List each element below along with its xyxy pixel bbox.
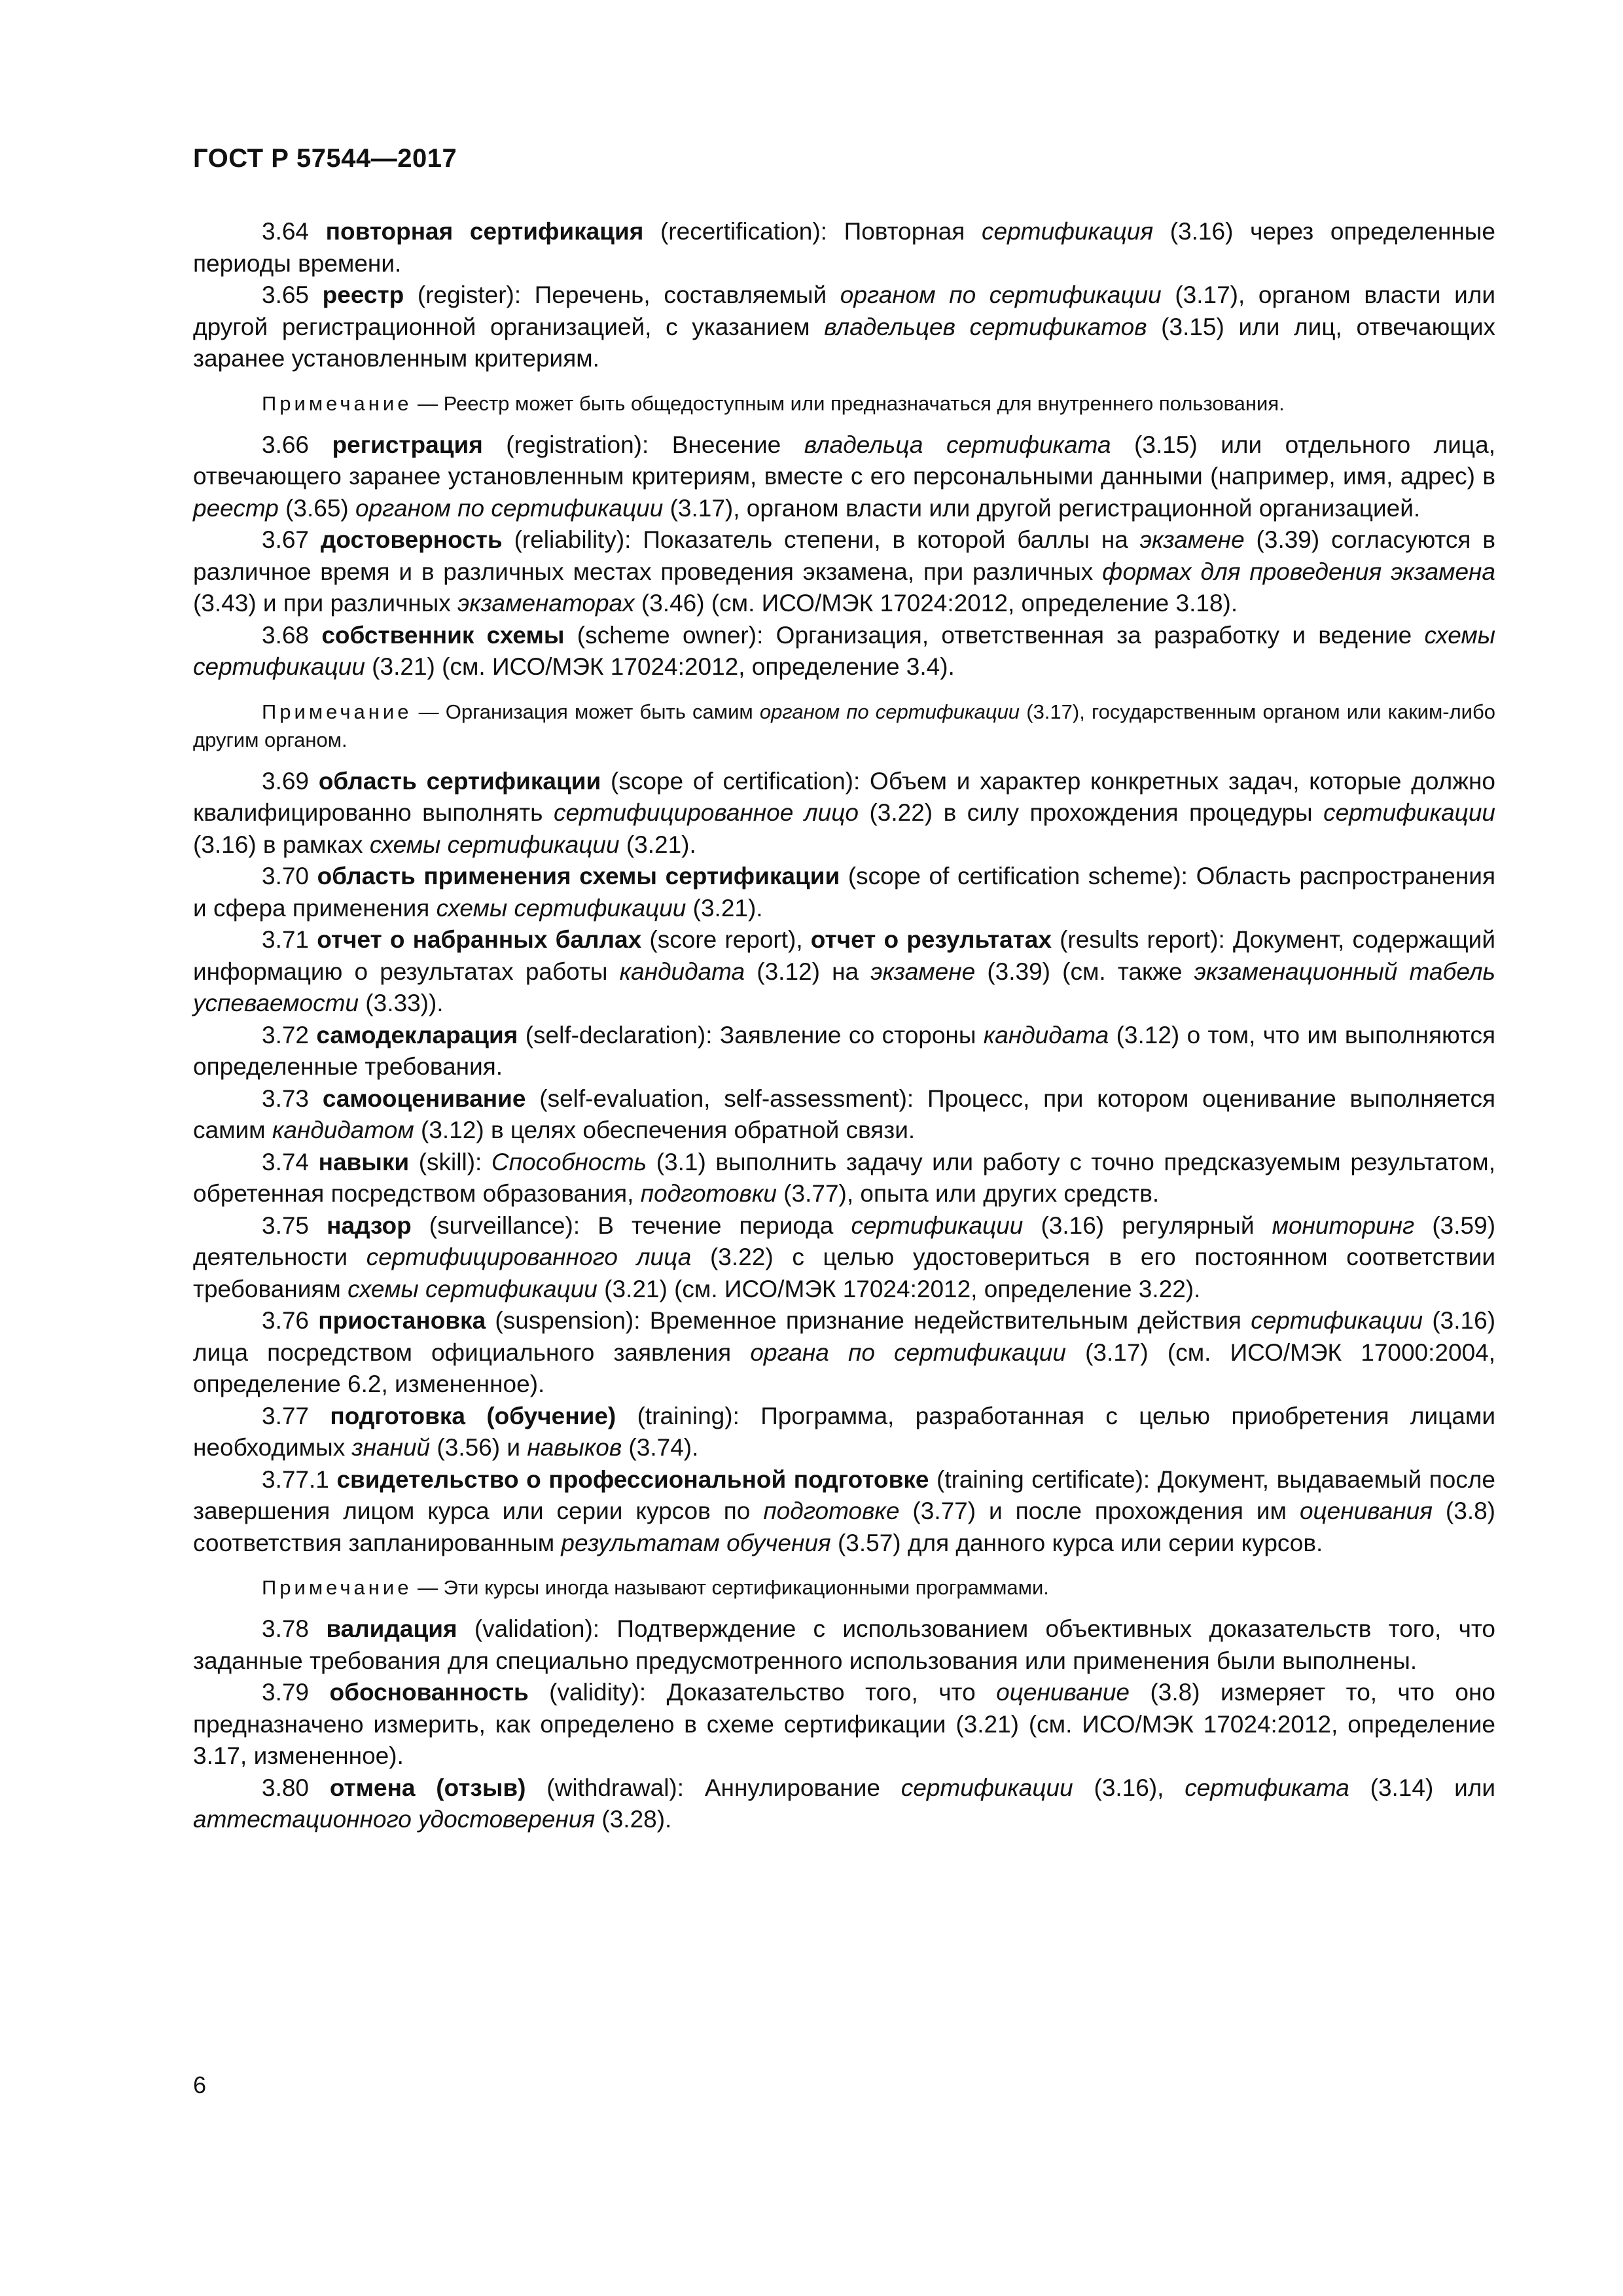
cross-reference: сертифицированного лица: [366, 1244, 692, 1270]
note-1: [193, 389, 1495, 418]
cross-reference: кандидата: [619, 958, 745, 985]
cross-reference: органом по сертификации: [355, 494, 664, 522]
definition-text: (withdrawal): Аннулирование: [526, 1774, 901, 1801]
cross-reference: схемы сертификации: [436, 894, 687, 922]
cross-reference: экзамене: [870, 958, 976, 985]
definition-text: (3.56) и: [430, 1434, 527, 1461]
definition-text: (3.12) на: [745, 958, 871, 985]
entry-number: 3.69: [262, 767, 319, 795]
definition-text: (register): Перечень, составляемый: [404, 281, 840, 308]
definition-text: (3.16) регулярный: [1023, 1211, 1272, 1239]
cross-reference: владельца сертификата: [804, 431, 1111, 458]
document-header: ГОСТ Р 57544—2017: [193, 144, 457, 173]
definition-text: (3.65): [278, 494, 356, 522]
cross-reference: сертификация: [982, 218, 1154, 245]
definition-text: (3.28).: [595, 1806, 672, 1833]
definition-text: (3.17), органом власти или другой регистрационной организацией, с указанием: [193, 281, 1495, 340]
entry-3-77-1: [193, 1464, 1495, 1560]
definition-text: (3.14) или: [1349, 1774, 1496, 1801]
cross-reference: схемы сертификации: [348, 1275, 597, 1302]
entry-number: 3.80: [262, 1774, 330, 1801]
cross-reference: схемы сертификации: [193, 621, 1495, 680]
cross-reference: подготовки: [640, 1180, 777, 1207]
cross-reference: сертификации: [1323, 799, 1495, 826]
term: повторная сертификация: [325, 218, 644, 245]
definition-text: (validation): Подтверждение с использованием объективных доказательств того, что заданные требования для специально предусмотренного использования или применения были выполнены.: [193, 1615, 1496, 1674]
definition-text: (validity): Доказательство того, что: [528, 1679, 997, 1706]
definition-text: (3.39) (см. также: [975, 958, 1194, 985]
term: отмена (отзыв): [329, 1774, 526, 1801]
term: обоснованность: [329, 1679, 529, 1706]
definition-text: (3.22) с целью удостовериться в его постоянном соответствии требованиям: [193, 1244, 1496, 1302]
definition-text: (skill):: [409, 1148, 491, 1175]
note-text: Организация может быть самим: [445, 700, 760, 723]
definition-text: (training): Программа, разработанная с целью приобретения лицами необходимых: [193, 1402, 1496, 1461]
definition-text: (3.8) соответствия запланированным: [193, 1498, 1495, 1556]
entry-number: 3.77: [262, 1402, 330, 1429]
cross-reference: органом по сертификации: [759, 700, 1020, 723]
entry-3-72: [193, 1020, 1495, 1083]
definition-text: (3.33)).: [359, 990, 444, 1016]
definition-text: (3.8) измеряет то, что оно предназначено измерить, как определено в схеме сертификации (3.21) (см. ИСО/МЭК 17024:2012, определение 3.17, измененное).: [193, 1679, 1496, 1769]
cross-reference: формах для проведения экзамена: [1102, 558, 1495, 585]
entry-number: 3.72: [262, 1021, 317, 1049]
term: валидация: [326, 1615, 457, 1642]
term: область сертификации: [318, 767, 601, 795]
definition-text: (3.12) о том, что им выполняются определенные требования.: [193, 1021, 1495, 1080]
cross-reference: сертификата: [1185, 1774, 1349, 1801]
definition-text: (3.77), опыта или других средств.: [776, 1180, 1160, 1207]
entry-3-74: [193, 1147, 1495, 1210]
cross-reference: органом по сертификации: [840, 281, 1162, 308]
definition-text: (3.12) в целях обеспечения обратной связи.: [414, 1117, 916, 1143]
cross-reference: сертификации: [851, 1211, 1024, 1239]
entry-number: 3.67: [262, 526, 321, 553]
term: самооценивание: [322, 1085, 526, 1112]
definition-text: (3.21) (см. ИСО/МЭК 17024:2012, определение 3.4).: [365, 653, 955, 680]
term: подготовка (обучение): [330, 1402, 616, 1429]
entry-number: 3.76: [262, 1307, 319, 1334]
entry-3-71: [193, 924, 1495, 1020]
definition-text: (3.17) (см. ИСО/МЭК 17000:2004, определение 6.2, измененное).: [193, 1338, 1496, 1397]
entry-3-66: [193, 429, 1495, 525]
definition-text: (3.15) или лиц, отвечающих заранее установленным критериям.: [193, 313, 1495, 372]
term: собственник схемы: [321, 621, 565, 649]
entry-3-78: [193, 1613, 1495, 1677]
term: область применения схемы сертификации: [317, 863, 840, 889]
cross-reference: сертифицированное лицо: [553, 799, 859, 826]
note-text: Эти курсы иногда называют сертификационными программами.: [443, 1576, 1049, 1599]
definition-text: (scope of certification scheme): Область распространения и сфера применения: [193, 863, 1495, 922]
note-text: (3.17), государственным органом или каким-либо другим органом.: [193, 700, 1495, 751]
term: достоверность: [320, 526, 503, 553]
note-label: Примечание: [262, 1576, 412, 1599]
definition-text: (3.46) (см. ИСО/МЭК 17024:2012, определение 3.18).: [634, 590, 1238, 617]
cross-reference: кандидатом: [272, 1117, 414, 1143]
term: свидетельство о профессиональной подготовке: [336, 1465, 929, 1493]
definition-text: (self-declaration): Заявление со стороны: [518, 1021, 984, 1049]
note-text: Реестр может быть общедоступным или предназначаться для внутреннего пользования.: [443, 391, 1285, 415]
note-dash: —: [412, 1576, 444, 1599]
cross-reference: сертификации: [901, 1774, 1073, 1801]
page-number: 6: [193, 2072, 207, 2098]
entry-number: 3.73: [262, 1085, 323, 1112]
cross-reference: реестр: [193, 494, 279, 522]
term: навыки: [318, 1148, 410, 1175]
definition-text: (3.16) через определенные периоды времени.: [193, 218, 1495, 277]
definition-text: (3.16) в рамках: [193, 831, 370, 858]
definition-text: (3.16),: [1073, 1774, 1185, 1801]
entry-3-64: [193, 216, 1495, 279]
term: приостановка: [318, 1307, 486, 1334]
cross-reference: экзаменаторах: [457, 590, 635, 617]
definition-text: (registration): Внесение: [482, 431, 804, 458]
note-3: [193, 1573, 1495, 1602]
note-label: Примечание: [262, 700, 412, 723]
note-2: [193, 698, 1495, 754]
entry-number: 3.71: [262, 926, 317, 953]
definition-text: (3.1) выполнить задачу или работу с точно предсказуемым результатом, обретенная посредством образования,: [193, 1148, 1495, 1207]
note-dash: —: [412, 391, 444, 415]
cross-reference: результатам обучения: [561, 1529, 831, 1556]
cross-reference: оценивания: [1299, 1498, 1433, 1524]
cross-reference: навыков: [527, 1434, 622, 1461]
entry-3-70: [193, 861, 1495, 924]
cross-reference: схемы сертификации: [369, 831, 620, 858]
cross-reference: оценивание: [996, 1679, 1130, 1706]
definition-text: (suspension): Временное признание недействительным действия: [486, 1307, 1251, 1334]
cross-reference: Способность: [491, 1148, 647, 1175]
definition-text: (self-evaluation, self-assessment): Процесс, при котором оценивание выполняется самим: [193, 1085, 1496, 1143]
definition-text: (3.39) согласуются в различное время и в различных местах проведения экзамена, при различных: [193, 526, 1495, 585]
cross-reference: органа по сертификации: [750, 1338, 1066, 1366]
definition-text: (3.21).: [619, 831, 696, 858]
entry-number: 3.66: [262, 431, 332, 458]
term: отчет о результатах: [810, 926, 1052, 953]
definition-text: (3.21) (см. ИСО/МЭК 17024:2012, определение 3.22).: [597, 1275, 1201, 1302]
definition-text: (surveillance): В течение периода: [411, 1211, 851, 1239]
term: отчет о набранных баллах: [317, 926, 642, 953]
definition-text: (3.22) в силу прохождения процедуры: [858, 799, 1324, 826]
term: надзор: [327, 1211, 412, 1239]
entry-3-75: [193, 1210, 1495, 1306]
entry-3-80: [193, 1772, 1495, 1836]
entry-3-79: [193, 1677, 1495, 1772]
cross-reference: кандидата: [983, 1021, 1109, 1049]
cross-reference: экзамене: [1139, 526, 1245, 553]
entry-3-69: [193, 766, 1495, 861]
note-dash: —: [412, 700, 446, 723]
definition-text: (scope of certification): Объем и характер конкретных задач, которые должно квалифицированно выполнять: [193, 767, 1495, 826]
entry-3-77: [193, 1401, 1495, 1464]
entry-number: 3.64: [262, 218, 326, 245]
term: регистрация: [332, 431, 483, 458]
definition-text: (reliability): Показатель степени, в которой баллы на: [502, 526, 1140, 553]
entry-number: 3.65: [262, 281, 323, 308]
definition-text: (3.17), органом власти или другой регистрационной организацией.: [663, 494, 1421, 522]
cross-reference: знаний: [351, 1434, 431, 1461]
entry-3-68: [193, 620, 1495, 683]
definition-text: (results report): Документ, содержащий информацию о результатах работы: [193, 926, 1495, 985]
cross-reference: владельцев сертификатов: [824, 313, 1147, 340]
definition-text: (3.43) и при различных: [193, 590, 458, 617]
cross-reference: подготовке: [763, 1498, 900, 1524]
entry-number: 3.77.1: [262, 1465, 337, 1493]
entry-number: 3.78: [262, 1615, 327, 1642]
cross-reference: аттестационного удостоверения: [193, 1806, 596, 1833]
definition-text: (3.74).: [622, 1434, 699, 1461]
definition-text: (recertification): Повторная: [643, 218, 982, 245]
entry-number: 3.74: [262, 1148, 319, 1175]
document-body: [193, 216, 1495, 1836]
term: самодекларация: [316, 1021, 518, 1049]
term: реестр: [322, 281, 404, 308]
cross-reference: экзаменационный табель успеваемости: [193, 958, 1495, 1016]
entry-3-73: [193, 1083, 1495, 1147]
definition-text: (3.15) или отдельного лица, отвечающего заранее установленным критериям, вместе с его персональными данными (например, имя, адрес) в: [193, 431, 1495, 490]
cross-reference: мониторинг: [1272, 1211, 1415, 1239]
definition-text: (training certificate): Документ, выдаваемый после завершения лицом курса или серии курсов по: [193, 1465, 1495, 1524]
entry-number: 3.68: [262, 621, 322, 649]
entry-number: 3.79: [262, 1679, 330, 1706]
entry-3-67: [193, 524, 1495, 620]
entry-number: 3.75: [262, 1211, 327, 1239]
definition-text: (scheme owner): Организация, ответственная за разработку и ведение: [564, 621, 1425, 649]
definition-text: (3.16) лица посредством официального заявления: [193, 1307, 1496, 1366]
definition-text: (3.57) для данного курса или серии курсов.: [830, 1529, 1323, 1556]
cross-reference: сертификации: [1251, 1307, 1423, 1334]
definition-text: (score report),: [641, 926, 811, 953]
entry-3-76: [193, 1305, 1495, 1401]
definition-text: (3.21).: [686, 894, 763, 922]
entry-number: 3.70: [262, 863, 317, 889]
definition-text: (3.59) деятельности: [193, 1211, 1496, 1270]
entry-3-65: [193, 279, 1495, 375]
definition-text: (3.77) и после прохождения им: [899, 1498, 1300, 1524]
note-label: Примечание: [262, 391, 412, 415]
